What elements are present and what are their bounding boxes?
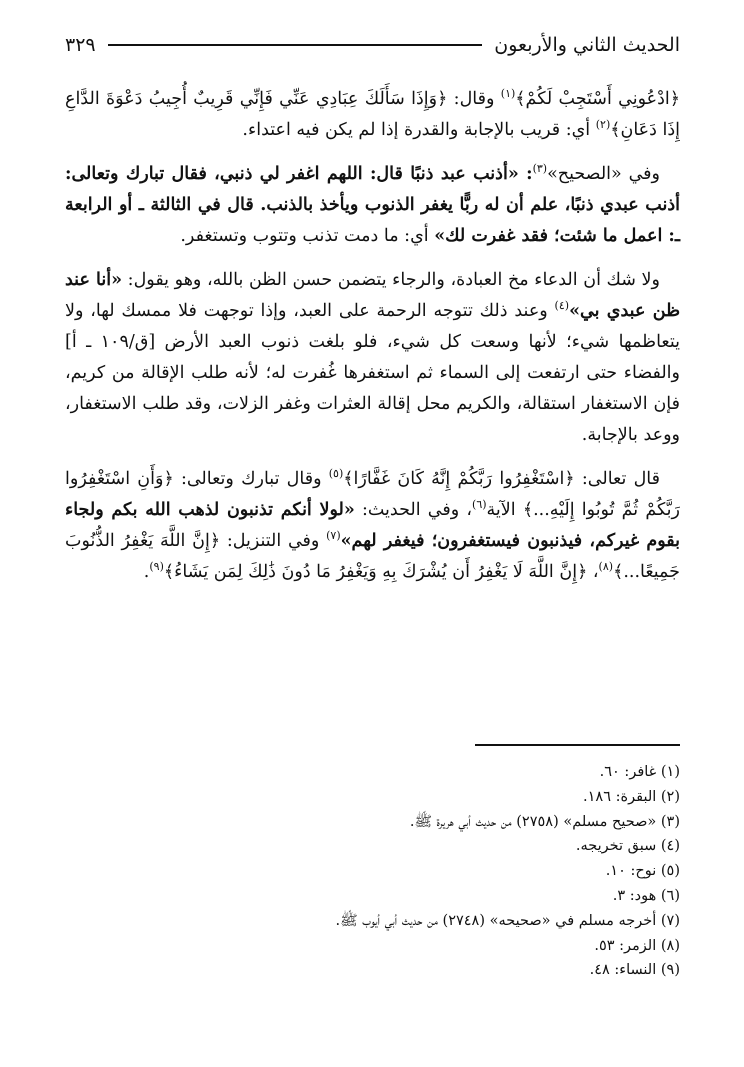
footnote-item: (٣) «صحيح مسلم» (٢٧٥٨) من حديث أبي هريرة ﷺ. [409, 813, 680, 830]
chapter-title: الحديث الثاني والأربعون [494, 34, 680, 56]
text-span: وعند ذلك تتوجه الرحمة على العبد، وإذا توجهت فلا ممسك لها، ولا يتعاظمها شيء؛ لأنها وسعت كل شيء، فلو بلغت ذنوب العبد الأرض [ق/١٠٩ ـ أ] والفضاء حتى ارتفعت إلى السماء ثم استغفرها غُفرت له؛ لأنه طلب الإقالة من كريم، فإن الاستغفار استقالة، والكريم محل إقالة العثرات وغفر الزلات، وقد طلب الاستغفار، ووعد بالإجابة. [65, 301, 680, 445]
footnote-item: (٢) البقرة: ١٨٦. [583, 788, 680, 805]
text-span: الآية [486, 500, 523, 520]
footnote-item: (٤) سبق تخريجه. [575, 838, 680, 855]
hadith-quote: «أنا عند ظن عبدي بي» [65, 270, 680, 321]
text-span: أي: قريب بالإجابة والقدرة إذا لم يكن فيه اعتداء. [242, 120, 596, 140]
paragraph-4 [65, 464, 680, 588]
footnote-ref[interactable]: (٥) [328, 467, 344, 481]
footnote-ref[interactable]: (١) [500, 87, 516, 101]
quran-verse: ﴿ادْعُونِي أَسْتَجِبْ لَكُمْ﴾ [515, 89, 680, 109]
text-span: أي: ما دمت تذنب وتتوب وتستغفر. [180, 226, 435, 246]
text-span: ، وفي الحديث: [354, 500, 473, 520]
quran-verse: ﴿وَأَنِ اسْتَغْفِرُوا رَبَّكُمْ ثُمَّ تُوبُوا إِلَيْهِ...﴾ [65, 469, 680, 520]
header-rule [108, 44, 483, 46]
main-text [65, 84, 680, 601]
footnote-ref[interactable]: (٢) [595, 118, 611, 132]
footnote-ref[interactable]: (٤) [554, 299, 570, 313]
hadith-quote: «لولا أنكم تذنبون لذهب الله بكم ولجاء بقوم غيركم، فيذنبون فيستغفرون؛ فيغفر لهم» [65, 500, 680, 551]
footnote-item: (٧) أخرجه مسلم في «صحيحه» (٢٧٤٨) من حديث أبي أيوب ﷺ. [335, 912, 680, 929]
paragraph-1 [65, 84, 680, 146]
text-span: وقال تبارك وتعالى: [173, 469, 329, 489]
quran-verse: ﴿وَإِذَا سَأَلَكَ عِبَادِي عَنِّي فَإِنِّي قَرِيبٌ أُجِيبُ دَعْوَةَ الدَّاعِ إِذَا دَعَانِ﴾ [65, 89, 680, 140]
footnote-ref[interactable]: (٩) [149, 560, 164, 574]
text-span: وفي التنزيل: [220, 531, 327, 551]
quran-verse: ﴿إِنَّ اللَّهَ لَا يَغْفِرُ أَن يُشْرَكَ بِهِ وَيَغْفِرُ مَا دُونَ ذَٰلِكَ لِمَن يَشَاءُ﴾ [163, 562, 588, 582]
running-header [65, 30, 680, 60]
footnote-item: (١) غافر: ٦٠. [599, 764, 680, 780]
text-span: ولا شك أن الدعاء مخ العبادة، والرجاء يتضمن حسن الظن بالله، وهو يقول: [122, 270, 660, 290]
paragraph-2 [65, 159, 680, 252]
page-number: ٣٢٩ [65, 34, 96, 56]
footnote-divider [475, 744, 680, 746]
footnote-item: (٩) النساء: ٤٨. [589, 962, 680, 979]
footnote-ref[interactable]: (٨) [598, 560, 614, 574]
text-span: قال تعالى: [574, 469, 660, 489]
footnote-ref[interactable]: (٧) [326, 529, 341, 543]
text-span: ، [587, 562, 599, 582]
hadith-quote: : «أذنب عبد ذنبًا قال: اللهم اغفر لي ذنبي، فقال تبارك وتعالى: أذنب عبدي ذنبًا، علم أن له ربًّا يغفر الذنوب ويأخذ بالذنب. قال في الثالثة ـ أو الرابعة ـ: اعمل ما شئت؛ فقد غفرت لك» [65, 164, 680, 246]
text-span: وفي «الصحيح» [547, 164, 660, 184]
footnote-item: (٦) هود: ٣. [612, 887, 680, 904]
paragraph-3 [65, 265, 680, 451]
footnote-item: (٨) الزمر: ٥٣. [594, 937, 680, 954]
text-span: وقال: [447, 89, 501, 109]
quran-verse: ﴿اسْتَغْفِرُوا رَبَّكُمْ إِنَّهُ كَانَ غَفَّارًا﴾ [343, 469, 575, 489]
footnote-ref[interactable]: (٦) [472, 498, 487, 512]
footnotes [65, 760, 680, 983]
text-span: . [143, 562, 150, 582]
quran-verse: ﴿إِنَّ اللَّهَ يَغْفِرُ الذُّنُوبَ جَمِيعًا...﴾ [65, 531, 680, 582]
footnote-ref[interactable]: (٣) [532, 162, 548, 176]
footnote-item: (٥) نوح: ١٠. [605, 863, 680, 880]
